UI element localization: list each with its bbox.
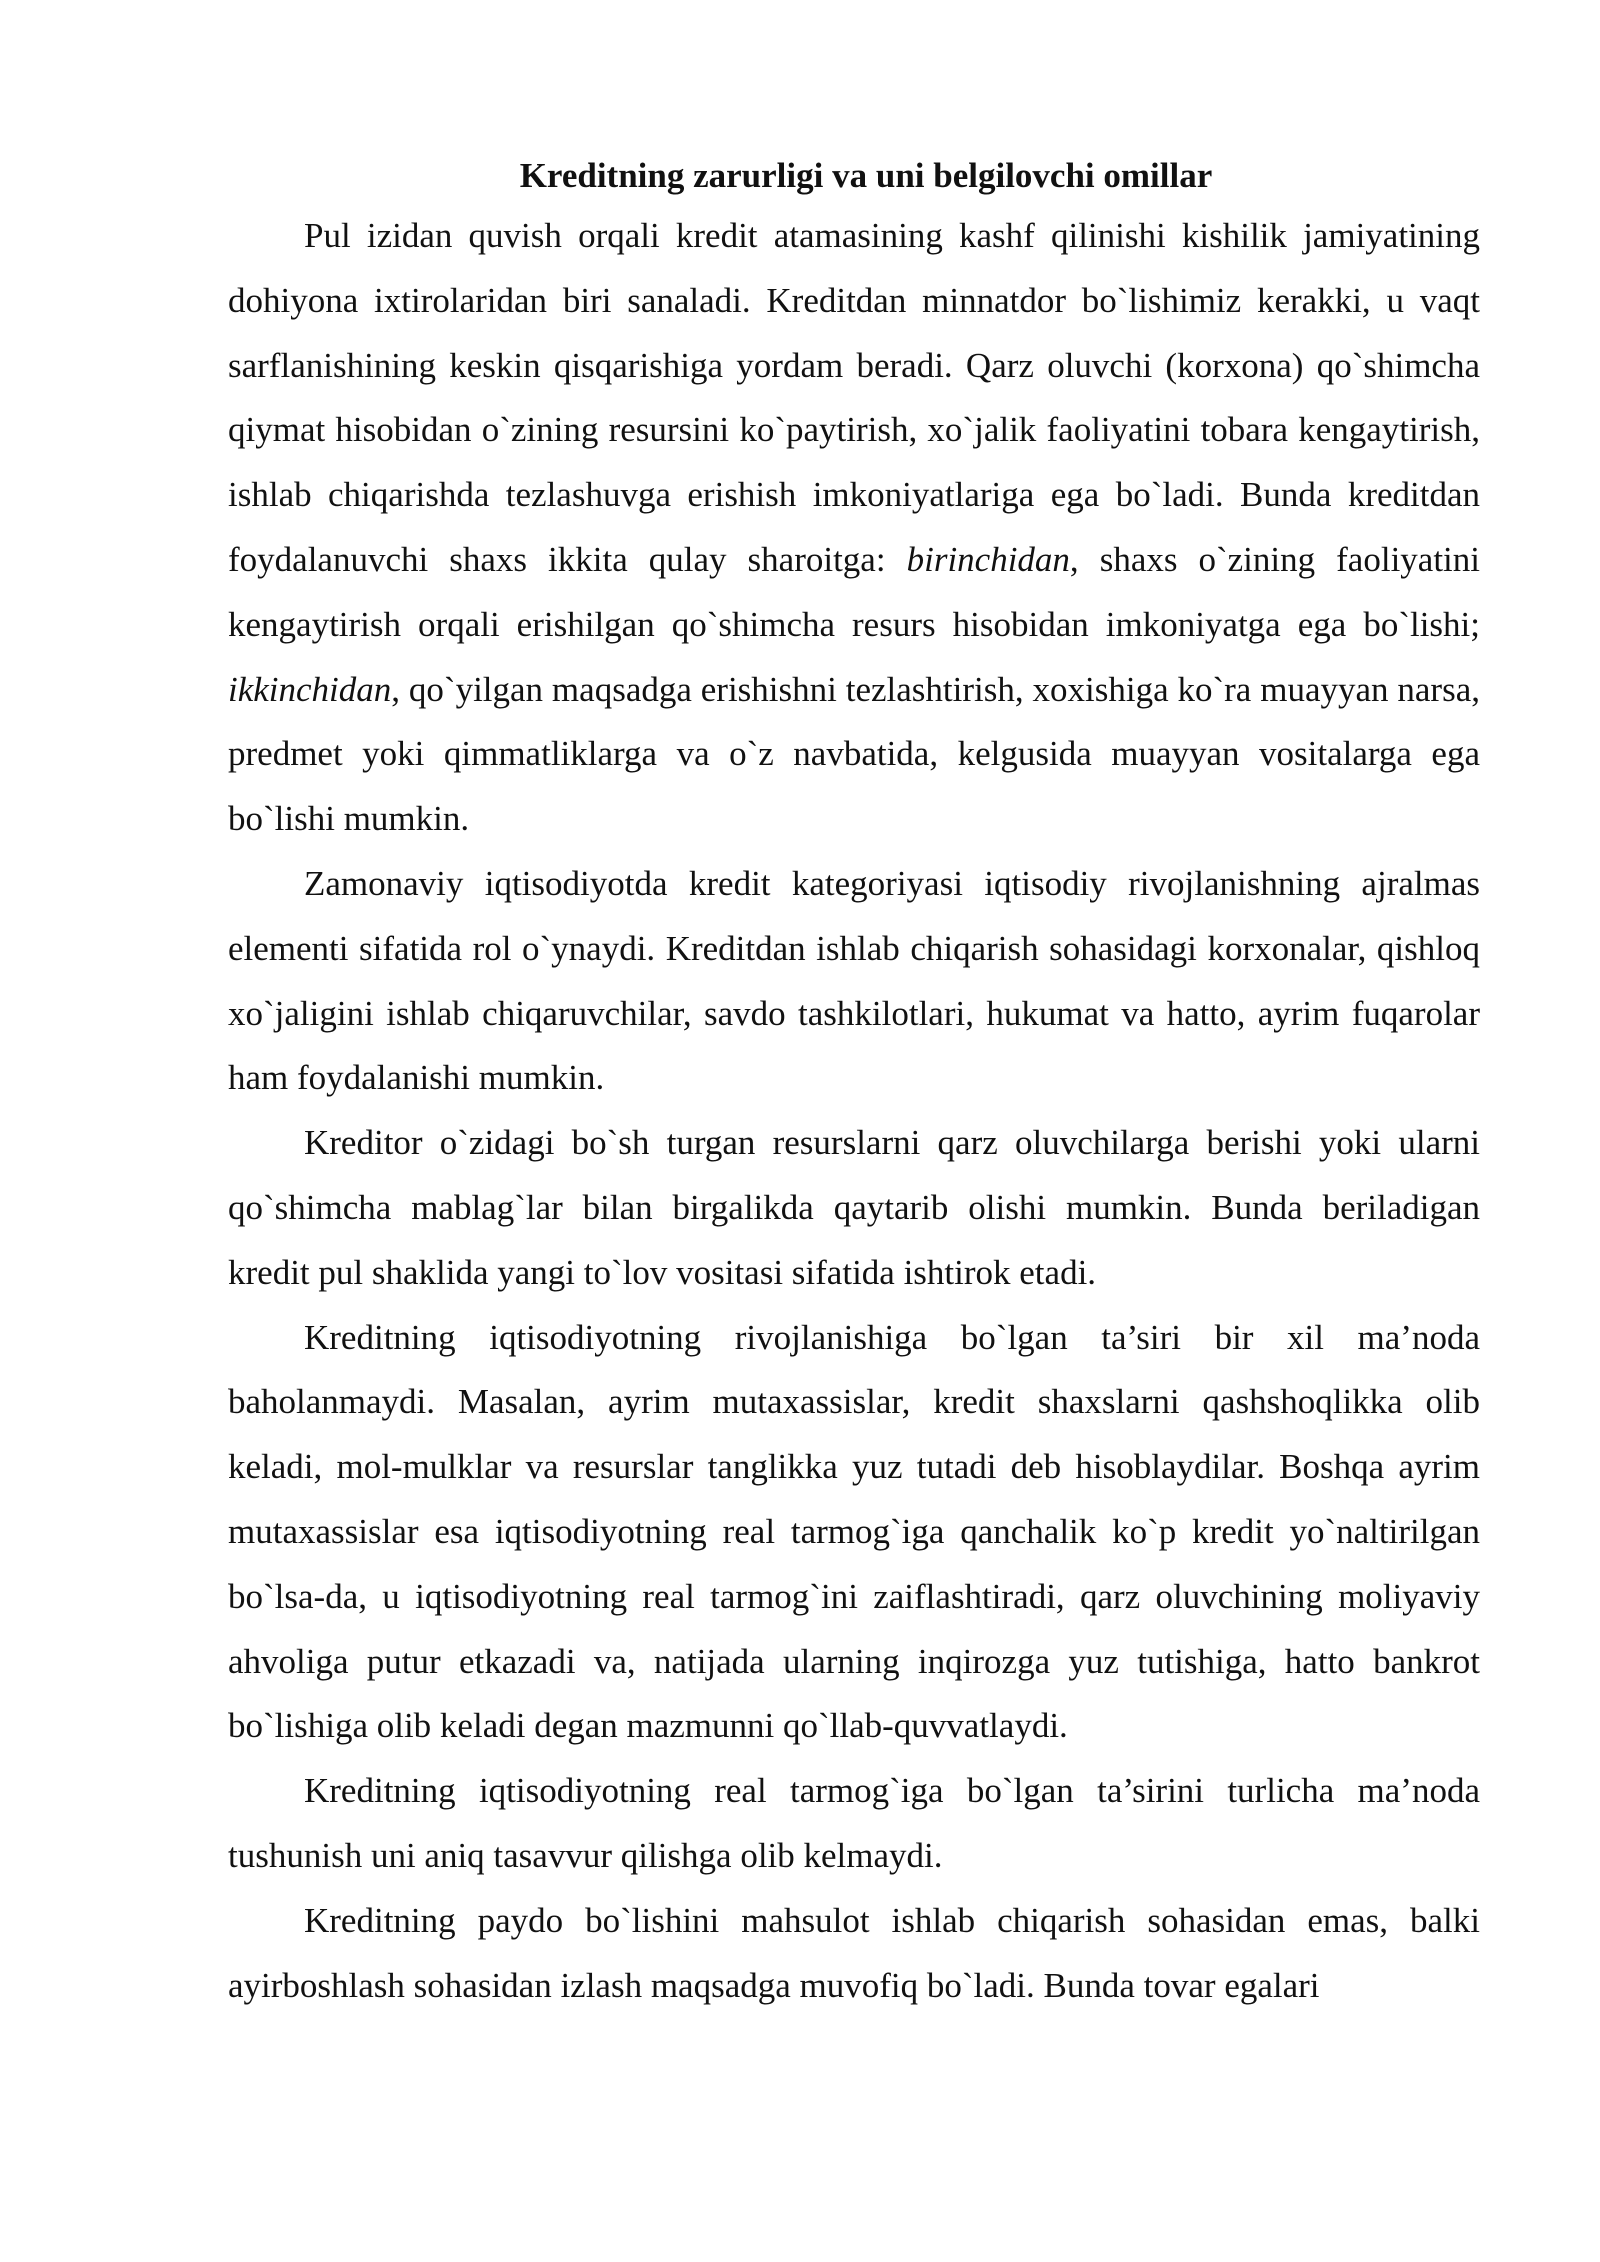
paragraph-2: Zamonaviy iqtisodiyotda kredit kategoriyasi iqtisodiy rivojlanishning ajralmas elementi sifatida rol o`ynaydi. Kreditdan ishlab chiqarish sohasidagi korxonalar, qishloq xo`jaligini ishlab chiqaruvchilar, savdo tashkilotlari, hukumat va hatto, ayrim fuqarolar ham foydalanishi mumkin. (228, 863, 1480, 1098)
paragraph-3: Kreditor o`zidagi bo`sh turgan resurslarni qarz oluvchilarga berishi yoki ularni qo`shimcha mablag`lar bilan birgalikda qaytarib olishi mumkin. Bunda beriladigan kredit pul shaklida yangi to`lov vositasi sifatida ishtirok etadi. (228, 1123, 1480, 1292)
paragraph-1-text-c: , qo`yilgan maqsadga erishishni tezlashtirish, xoxishiga ko`ra muayyan narsa, predmet yoki qimmatliklarga va o`z navbatida, kelgusida muayyan vositalarga ega bo`lishi mumkin. (228, 669, 1480, 839)
paragraph-1-italic-b: ikkinchidan (228, 669, 392, 709)
paragraph-4: Kreditning iqtisodiyotning rivojlanishiga bo`lgan ta’siri bir xil ma’noda baholanmaydi. Masalan, ayrim mutaxassislar, kredit shaxslarni qashshoqlikka olib keladi, mol-mulklar va resurslar tanglikka yuz tutadi deb hisoblaydilar. Boshqa ayrim mutaxassislar esa iqtisodiyotning real tarmog`iga qanchalik ko`p kredit yo`naltirilgan bo`lsa-da, u iqtisodiyotning real tarmog`ini zaiflashtiradi, qarz oluvchining moliyaviy ahvoliga putur etkazadi va, natijada ularning inqirozga yuz tutishiga, hatto bankrot bo`lishiga olib keladi degan mazmunni qo`llab-quvvatlaydi. (228, 1317, 1480, 1746)
document-title: Kreditning zarurligi va uni belgilovchi omillar (519, 156, 1213, 195)
paragraph-1-text-a: Pul izidan quvish orqali kredit atamasining kashf qilinishi kishilik jamiyatining dohiyona ixtirolaridan biri sanaladi. Kreditdan minnatdor bo`lishimiz kerakki, u vaqt sarflanishining keskin qisqarishiga yordam beradi. Qarz oluvchi (korxona) qo`shimcha qiymat hisobidan o`zining resursini ko`paytirish, xo`jalik faoliyatini tobara kengaytirish, ishlab chiqarishda tezlashuvga erishish imkoniyatlariga ega bo`ladi. Bunda kreditdan foydalanuvchi shaxs ikkita qulay sharoitga: (228, 216, 1480, 579)
paragraph-1-italic-a: birinchidan (906, 539, 1070, 579)
document-page (228, 148, 1480, 2018)
paragraph-5: Kreditning iqtisodiyotning real tarmog`iga bo`lgan ta’sirini turlicha ma’noda tushunish uni aniq tasavvur qilishga olib kelmaydi. (228, 1771, 1480, 1875)
paragraph-6: Kreditning paydo bo`lishini mahsulot ishlab chiqarish sohasidan emas, balki ayirboshlash sohasidan izlash maqsadga muvofiq bo`ladi. Bunda tovar egalari (228, 1900, 1480, 2005)
paragraph-1-text-b: , shaxs o`zining faoliyatini kengaytirish orqali erishilgan qo`shimcha resurs hisobidan imkoniyatga ega bo`lishi; (228, 539, 1481, 644)
paragraph-1 (228, 204, 1480, 852)
